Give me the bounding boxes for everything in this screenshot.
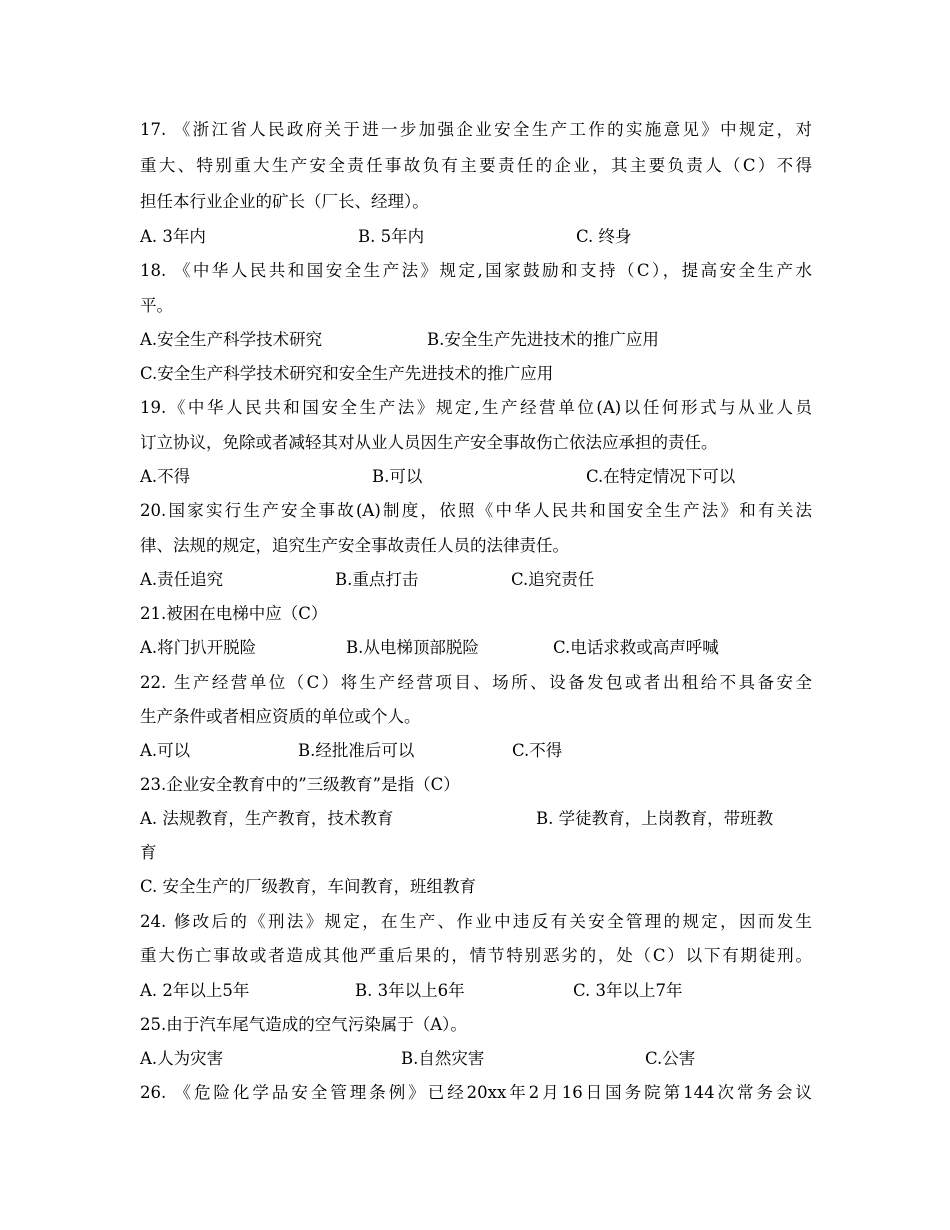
question-23-line-1: 23.企业安全教育中的”三级教育”是指（C） (140, 775, 460, 794)
question-17-line-2: 重大、特别重大生产安全责任事故负有主要责任的企业，其主要负责人（C）不得 (140, 156, 812, 175)
question-21-option-a: A.将门扒开脱险 (140, 638, 257, 657)
question-23-option-c: C. 安全生产的厂级教育，车间教育，班组教育 (140, 877, 477, 896)
question-19-option-c: C.在特定情况下可以 (586, 467, 736, 486)
question-19-option-b: B.可以 (372, 467, 423, 486)
question-24-line-2: 重大伤亡事故或者造成其他严重后果的，情节特别恶劣的，处（C）以下有期徒刑。 (140, 946, 812, 965)
question-24-option-c: C. 3年以上7年 (573, 981, 683, 1000)
question-23-option-a: A. 法规教育，生产教育，技术教育 (140, 809, 394, 828)
question-24-option-b: B. 3年以上6年 (355, 981, 465, 1000)
question-25-option-a: A.人为灾害 (140, 1049, 224, 1068)
question-18-option-c: C.安全生产科学技术研究和安全生产先进技术的推广应用 (140, 364, 554, 383)
question-18-option-a: A.安全生产科学技术研究 (140, 330, 323, 349)
question-23-option-b-wrap: 育 (140, 843, 157, 862)
question-20-option-c: C.追究责任 (511, 570, 595, 589)
question-17-line-1: 17. 《浙江省人民政府关于进一步加强企业安全生产工作的实施意见》中规定，对 (140, 120, 812, 139)
question-18-line-1: 18. 《中华人民共和国安全生产法》规定,国家鼓励和支持（C），提高安全生产水 (140, 261, 812, 280)
question-18-line-2: 平。 (140, 296, 173, 315)
question-20-option-b: B.重点打击 (335, 570, 419, 589)
question-20-line-2: 律、法规的规定，追究生产安全事故责任人员的法律责任。 (140, 536, 569, 555)
question-22-option-b: B.经批准后可以 (298, 741, 415, 760)
question-25-option-b: B.自然灾害 (401, 1049, 485, 1068)
question-18-option-b: B.安全生产先进技术的推广应用 (427, 330, 659, 349)
question-17-option-a: A. 3年内 (140, 227, 206, 246)
question-20-option-a: A.责任追究 (140, 570, 224, 589)
question-25-line-1: 25.由于汽车尾气造成的空气污染属于（A）。 (140, 1015, 467, 1034)
question-22-line-2: 生产条件或者相应资质的单位或个人。 (140, 707, 421, 726)
question-21-option-c: C.电话求救或高声呼喊 (553, 638, 719, 657)
question-20-line-1: 20.国家实行生产安全事故(A)制度，依照《中华人民共和国安全生产法》和有关法 (140, 501, 812, 520)
question-22-option-a: A.可以 (140, 741, 191, 760)
question-17-option-c: C. 终身 (576, 227, 632, 246)
question-24-line-1: 24. 修改后的《刑法》规定，在生产、作业中违反有关安全管理的规定，因而发生 (140, 912, 812, 931)
question-24-option-a: A. 2年以上5年 (140, 981, 250, 1000)
question-17-line-3: 担任本行业企业的矿长（厂长、经理）。 (140, 192, 429, 211)
question-17-option-b: B. 5年内 (358, 227, 425, 246)
question-22-line-1: 22. 生产经营单位（C）将生产经营项目、场所、设备发包或者出租给不具备安全 (140, 673, 812, 692)
question-23-option-b: B. 学徒教育，上岗教育，带班教 (536, 809, 774, 828)
question-19-line-2: 订立协议，免除或者减轻其对从业人员因生产安全事故伤亡依法应承担的责任。 (140, 433, 718, 452)
question-22-option-c: C.不得 (512, 741, 563, 760)
question-19-line-1: 19.《中华人民共和国安全生产法》规定,生产经营单位(A)以任何形式与从业人员 (140, 398, 812, 417)
question-21-option-b: B.从电梯顶部脱险 (346, 638, 479, 657)
question-26-line-1: 26. 《危险化学品安全管理条例》已经20xx年2月16日国务院第144次常务会议 (140, 1083, 812, 1102)
question-21-line-1: 21.被困在电梯中应（C） (140, 604, 328, 623)
question-19-option-a: A.不得 (140, 467, 191, 486)
question-25-option-c: C.公害 (645, 1049, 696, 1068)
